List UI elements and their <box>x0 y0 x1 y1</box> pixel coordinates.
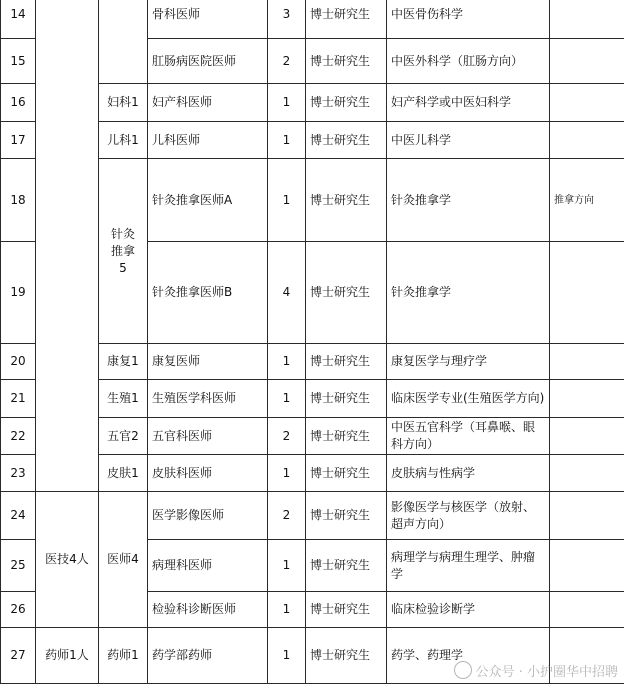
degree-cell: 博士研究生 <box>306 122 387 159</box>
note-cell <box>550 84 624 122</box>
category-cell: 药师1人 <box>36 628 99 684</box>
department-cell: 皮肤1 <box>99 455 148 492</box>
position-cell: 妇产科医师 <box>148 84 268 122</box>
department-cell: 生殖1 <box>99 380 148 418</box>
count-cell: 2 <box>268 418 306 455</box>
note-cell <box>550 455 624 492</box>
department-cell <box>99 0 148 84</box>
degree-cell: 博士研究生 <box>306 0 387 39</box>
major-cell: 中医儿科学 <box>387 122 550 159</box>
note-cell <box>550 418 624 455</box>
note-cell <box>550 242 624 344</box>
note-cell: 推拿方向 <box>550 159 624 242</box>
major-cell: 临床医学专业(生殖医学方向) <box>387 380 550 418</box>
department-cell: 儿科1 <box>99 122 148 159</box>
position-cell: 生殖医学科医师 <box>148 380 268 418</box>
row-number: 21 <box>1 380 36 418</box>
major-cell: 中医骨伤科学 <box>387 0 550 39</box>
row-number: 26 <box>1 592 36 628</box>
row-number: 18 <box>1 159 36 242</box>
position-cell: 病理科医师 <box>148 540 268 592</box>
major-cell: 中医五官科学（耳鼻喉、眼科方向） <box>387 418 550 455</box>
count-cell: 3 <box>268 0 306 39</box>
watermark-text: 公众号 · 小护圈华中招聘 <box>475 665 618 680</box>
degree-cell: 博士研究生 <box>306 592 387 628</box>
count-cell: 1 <box>268 159 306 242</box>
count-cell: 4 <box>268 242 306 344</box>
count-cell: 2 <box>268 492 306 540</box>
row-number: 19 <box>1 242 36 344</box>
major-cell: 针灸推拿学 <box>387 159 550 242</box>
note-cell <box>550 122 624 159</box>
row-number: 16 <box>1 84 36 122</box>
count-cell: 1 <box>268 540 306 592</box>
degree-cell: 博士研究生 <box>306 492 387 540</box>
category-cell: 医技4人 <box>36 492 99 628</box>
degree-cell: 博士研究生 <box>306 344 387 380</box>
degree-cell: 博士研究生 <box>306 540 387 592</box>
position-cell: 儿科医师 <box>148 122 268 159</box>
department-cell: 妇科1 <box>99 84 148 122</box>
count-cell: 1 <box>268 628 306 684</box>
department-cell: 五官2 <box>99 418 148 455</box>
row-number: 17 <box>1 122 36 159</box>
position-cell: 骨科医师 <box>148 0 268 39</box>
degree-cell: 博士研究生 <box>306 84 387 122</box>
major-cell: 皮肤病与性病学 <box>387 455 550 492</box>
major-cell: 针灸推拿学 <box>387 242 550 344</box>
row-number: 23 <box>1 455 36 492</box>
position-cell: 医学影像医师 <box>148 492 268 540</box>
degree-cell: 博士研究生 <box>306 242 387 344</box>
position-cell: 皮肤科医师 <box>148 455 268 492</box>
department-cell: 药师1 <box>99 628 148 684</box>
note-cell <box>550 39 624 84</box>
row-number: 24 <box>1 492 36 540</box>
category-cell <box>36 0 99 492</box>
department-cell: 针灸推拿5 <box>99 159 148 344</box>
count-cell: 1 <box>268 122 306 159</box>
major-cell: 康复医学与理疗学 <box>387 344 550 380</box>
major-cell: 中医外科学（肛肠方向） <box>387 39 550 84</box>
count-cell: 1 <box>268 592 306 628</box>
major-cell: 病理学与病理生理学、肿瘤学 <box>387 540 550 592</box>
position-cell: 肛肠病医院医师 <box>148 39 268 84</box>
position-cell: 针灸推拿医师B <box>148 242 268 344</box>
position-cell: 针灸推拿医师A <box>148 159 268 242</box>
degree-cell: 博士研究生 <box>306 418 387 455</box>
position-cell: 康复医师 <box>148 344 268 380</box>
row-number: 14 <box>1 0 36 39</box>
count-cell: 1 <box>268 84 306 122</box>
table-row <box>1 0 624 39</box>
department-cell: 医师4 <box>99 492 148 628</box>
watermark <box>454 661 618 680</box>
major-cell: 影像医学与核医学（放射、超声方向） <box>387 492 550 540</box>
count-cell: 1 <box>268 380 306 418</box>
row-number: 15 <box>1 39 36 84</box>
note-cell <box>550 344 624 380</box>
count-cell: 2 <box>268 39 306 84</box>
row-number: 20 <box>1 344 36 380</box>
row-number: 27 <box>1 628 36 684</box>
row-number: 22 <box>1 418 36 455</box>
note-cell <box>550 592 624 628</box>
count-cell: 1 <box>268 344 306 380</box>
position-cell: 检验科诊断医师 <box>148 592 268 628</box>
degree-cell: 博士研究生 <box>306 159 387 242</box>
degree-cell: 博士研究生 <box>306 628 387 684</box>
note-cell <box>550 540 624 592</box>
row-number: 25 <box>1 540 36 592</box>
degree-cell: 博士研究生 <box>306 455 387 492</box>
note-cell <box>550 0 624 39</box>
department-cell: 康复1 <box>99 344 148 380</box>
wechat-icon <box>454 661 472 679</box>
degree-cell: 博士研究生 <box>306 39 387 84</box>
position-cell: 五官科医师 <box>148 418 268 455</box>
note-cell <box>550 492 624 540</box>
major-cell: 临床检验诊断学 <box>387 592 550 628</box>
table-row <box>1 492 624 540</box>
note-cell <box>550 380 624 418</box>
major-cell: 药学、药理学 <box>387 628 550 684</box>
degree-cell: 博士研究生 <box>306 380 387 418</box>
major-cell: 妇产科学或中医妇科学 <box>387 84 550 122</box>
count-cell: 1 <box>268 455 306 492</box>
position-cell: 药学部药师 <box>148 628 268 684</box>
